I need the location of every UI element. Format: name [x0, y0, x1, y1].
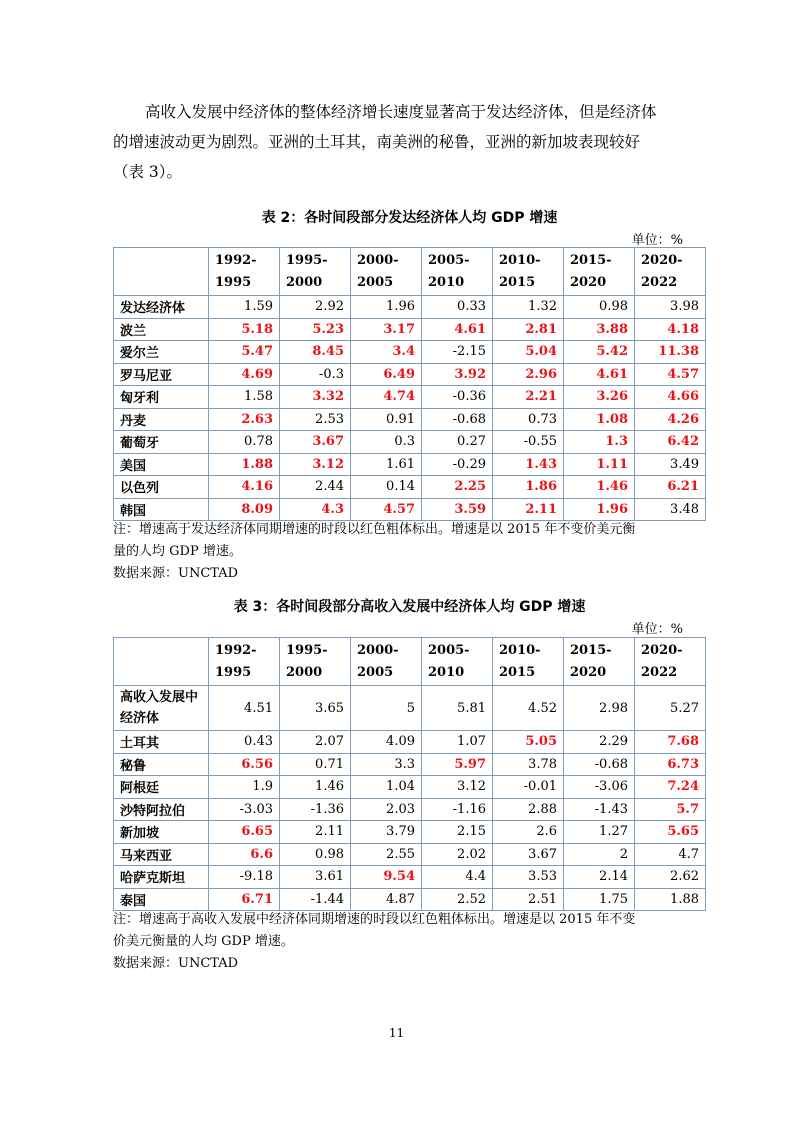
value-cell: 2.52	[422, 888, 493, 911]
table-row	[114, 866, 706, 889]
value-cell: 0.98	[564, 296, 635, 319]
value-cell: 3.49	[635, 453, 706, 476]
country-cell: 波兰	[114, 318, 209, 341]
value-cell: 1.58	[209, 386, 280, 409]
value-cell: -1.44	[280, 888, 351, 911]
value-cell-highlighted: 5.7	[635, 798, 706, 821]
country-cell: 以色列	[114, 476, 209, 499]
value-cell: -0.68	[422, 408, 493, 431]
value-cell: 4.7	[635, 843, 706, 866]
value-cell: -0.3	[280, 363, 351, 386]
value-cell-highlighted: 7.24	[635, 776, 706, 799]
value-cell: 3.61	[280, 866, 351, 889]
period-header	[493, 248, 564, 296]
value-cell-highlighted: 4.61	[564, 363, 635, 386]
value-cell: 2.92	[280, 296, 351, 319]
value-cell-highlighted: 11.38	[635, 341, 706, 364]
value-cell-highlighted: 3.59	[422, 498, 493, 521]
value-cell: 0.91	[351, 408, 422, 431]
value-cell: 2	[564, 843, 635, 866]
period-label: 1995-	[286, 642, 328, 658]
value-cell-highlighted: 5.47	[209, 341, 280, 364]
value-cell-highlighted: 1.96	[564, 498, 635, 521]
value-cell: 5	[351, 686, 422, 731]
period-header	[351, 248, 422, 296]
header-corner-cell	[114, 248, 209, 296]
value-cell: 2.55	[351, 843, 422, 866]
value-cell: 4.09	[351, 731, 422, 754]
value-cell: -0.55	[493, 431, 564, 454]
table-row	[114, 498, 706, 521]
value-cell-highlighted: 6.6	[209, 843, 280, 866]
value-cell: 0.98	[280, 843, 351, 866]
value-cell: 2.6	[493, 821, 564, 844]
period-header	[209, 248, 280, 296]
source-line: 数据来源：UNCTAD	[113, 956, 239, 971]
value-cell: 1.27	[564, 821, 635, 844]
value-cell: -0.36	[422, 386, 493, 409]
table-row	[114, 686, 706, 731]
table-row	[114, 776, 706, 799]
page-number: 11	[388, 1026, 405, 1040]
value-cell: 4.87	[351, 888, 422, 911]
intro-paragraph	[113, 97, 688, 187]
value-cell: 1.96	[351, 296, 422, 319]
period-label: 2000	[286, 274, 323, 290]
value-cell: 0.14	[351, 476, 422, 499]
value-cell-highlighted: 5.42	[564, 341, 635, 364]
value-cell-highlighted: 1.11	[564, 453, 635, 476]
source-line: 数据来源：UNCTAD	[113, 566, 239, 581]
table-row	[114, 296, 706, 319]
value-cell: 3.53	[493, 866, 564, 889]
value-cell: 5.27	[635, 686, 706, 731]
value-cell: 0.33	[422, 296, 493, 319]
country-cell: 新加坡	[114, 821, 209, 844]
period-label: 2010	[428, 664, 465, 680]
value-cell-highlighted: 4.57	[635, 363, 706, 386]
value-cell-highlighted: 3.26	[564, 386, 635, 409]
value-cell-highlighted: 8.45	[280, 341, 351, 364]
value-cell-highlighted: 6.71	[209, 888, 280, 911]
period-header	[493, 638, 564, 686]
table-row	[114, 431, 706, 454]
value-cell: 1.9	[209, 776, 280, 799]
period-header	[280, 248, 351, 296]
value-cell-highlighted: 3.92	[422, 363, 493, 386]
value-cell-highlighted: 2.11	[493, 498, 564, 521]
value-cell-highlighted: 4.74	[351, 386, 422, 409]
country-cell: 哈萨克斯坦	[114, 866, 209, 889]
table2-caption: 表 2：各时间段部分发达经济体人均 GDP 增速	[261, 210, 558, 226]
value-cell: 5.81	[422, 686, 493, 731]
value-cell: 2.98	[564, 686, 635, 731]
period-label: 2015-	[570, 642, 612, 658]
value-cell-highlighted: 3.4	[351, 341, 422, 364]
value-cell: 2.15	[422, 821, 493, 844]
period-header	[635, 638, 706, 686]
value-cell: 2.07	[280, 731, 351, 754]
value-cell: -1.36	[280, 798, 351, 821]
value-cell: 1.32	[493, 296, 564, 319]
value-cell: 3.79	[351, 821, 422, 844]
country-cell: 发达经济体	[114, 296, 209, 319]
table-row	[114, 476, 706, 499]
value-cell-highlighted: 5.05	[493, 731, 564, 754]
value-cell-highlighted: 2.21	[493, 386, 564, 409]
value-cell-highlighted: 8.09	[209, 498, 280, 521]
value-cell: 1.88	[635, 888, 706, 911]
value-cell-highlighted: 1.3	[564, 431, 635, 454]
period-label: 2022	[641, 274, 678, 290]
value-cell: 3.67	[493, 843, 564, 866]
period-header	[351, 638, 422, 686]
table-row	[114, 731, 706, 754]
value-cell-highlighted: 1.46	[564, 476, 635, 499]
period-label: 2000-	[357, 252, 399, 268]
value-cell-highlighted: 2.96	[493, 363, 564, 386]
value-cell-highlighted: 2.25	[422, 476, 493, 499]
value-cell: 2.53	[280, 408, 351, 431]
value-cell: 3.65	[280, 686, 351, 731]
value-cell: 1.04	[351, 776, 422, 799]
note-line: 价美元衡量的人均 GDP 增速。	[113, 934, 294, 949]
period-label: 2015	[499, 274, 536, 290]
value-cell: 0.78	[209, 431, 280, 454]
value-cell-highlighted: 5.65	[635, 821, 706, 844]
value-cell-highlighted: 9.54	[351, 866, 422, 889]
period-label: 2015-	[570, 252, 612, 268]
period-label: 2000	[286, 664, 323, 680]
note-line: 注：增速高于高收入发展中经济体同期增速的时段以红色粗体标出。增速是以 2015 年不变	[113, 912, 636, 927]
paragraph-line: 高收入发展中经济体的整体经济增长速度显著高于发达经济体，但是经济体	[145, 103, 657, 121]
value-cell: 1.61	[351, 453, 422, 476]
value-cell-highlighted: 6.49	[351, 363, 422, 386]
period-label: 1992-	[215, 252, 257, 268]
value-cell: -2.15	[422, 341, 493, 364]
table-row	[114, 386, 706, 409]
table3-caption: 表 3：各时间段部分高收入发展中经济体人均 GDP 增速	[233, 599, 586, 615]
value-cell-highlighted: 5.18	[209, 318, 280, 341]
value-cell: 2.02	[422, 843, 493, 866]
value-cell-highlighted: 3.32	[280, 386, 351, 409]
value-cell: -0.29	[422, 453, 493, 476]
table-row	[114, 453, 706, 476]
value-cell-highlighted: 5.97	[422, 753, 493, 776]
paragraph-line: （表 3）。	[113, 163, 183, 181]
value-cell-highlighted: 5.04	[493, 341, 564, 364]
value-cell: -3.03	[209, 798, 280, 821]
country-cell: 阿根廷	[114, 776, 209, 799]
period-label: 2000-	[357, 642, 399, 658]
value-cell: 1.46	[280, 776, 351, 799]
country-cell: 韩国	[114, 498, 209, 521]
country-cell: 罗马尼亚	[114, 363, 209, 386]
period-header	[422, 638, 493, 686]
value-cell: 2.44	[280, 476, 351, 499]
value-cell: -0.01	[493, 776, 564, 799]
period-label: 2020-	[641, 642, 683, 658]
period-label: 2005-	[428, 642, 470, 658]
country-cell: 泰国	[114, 888, 209, 911]
value-cell: 3.78	[493, 753, 564, 776]
period-label: 1995-	[286, 252, 328, 268]
value-cell: 4.52	[493, 686, 564, 731]
value-cell: 0.43	[209, 731, 280, 754]
period-header	[209, 638, 280, 686]
country-cell: 爱尔兰	[114, 341, 209, 364]
value-cell-highlighted: 6.73	[635, 753, 706, 776]
table-row	[114, 888, 706, 911]
table-header-row	[114, 638, 706, 686]
value-cell-highlighted: 4.26	[635, 408, 706, 431]
value-cell: 3.48	[635, 498, 706, 521]
value-cell: 2.29	[564, 731, 635, 754]
paragraph-line: 的增速波动更为剧烈。亚洲的土耳其，南美洲的秘鲁，亚洲的新加坡表现较好	[113, 133, 641, 151]
value-cell-highlighted: 2.81	[493, 318, 564, 341]
value-cell: 2.62	[635, 866, 706, 889]
period-label: 1992-	[215, 642, 257, 658]
period-label: 2010-	[499, 252, 541, 268]
value-cell: 3.12	[422, 776, 493, 799]
value-cell: 0.27	[422, 431, 493, 454]
value-cell-highlighted: 1.43	[493, 453, 564, 476]
value-cell-highlighted: 5.23	[280, 318, 351, 341]
value-cell-highlighted: 1.86	[493, 476, 564, 499]
value-cell: 2.03	[351, 798, 422, 821]
table-row	[114, 798, 706, 821]
note-line: 量的人均 GDP 增速。	[113, 544, 242, 559]
value-cell: 2.11	[280, 821, 351, 844]
table2-developed-economies	[113, 247, 706, 521]
value-cell-highlighted: 6.56	[209, 753, 280, 776]
note-line: 注：增速高于发达经济体同期增速的时段以红色粗体标出。增速是以 2015 年不变价美元衡	[113, 522, 636, 537]
period-label: 2022	[641, 664, 678, 680]
country-cell: 丹麦	[114, 408, 209, 431]
table-header-row	[114, 248, 706, 296]
value-cell-highlighted: 3.17	[351, 318, 422, 341]
value-cell: 4.51	[209, 686, 280, 731]
value-cell: 2.88	[493, 798, 564, 821]
country-cell: 土耳其	[114, 731, 209, 754]
period-label: 2005	[357, 274, 394, 290]
value-cell-highlighted: 2.63	[209, 408, 280, 431]
period-header	[422, 248, 493, 296]
country-cell: 秘鲁	[114, 753, 209, 776]
table-row	[114, 363, 706, 386]
period-label: 1995	[215, 274, 252, 290]
period-label: 2005-	[428, 252, 470, 268]
value-cell-highlighted: 3.67	[280, 431, 351, 454]
table-row	[114, 318, 706, 341]
value-cell: 0.73	[493, 408, 564, 431]
value-cell: 1.07	[422, 731, 493, 754]
period-header	[564, 638, 635, 686]
value-cell-highlighted: 6.21	[635, 476, 706, 499]
value-cell: 2.51	[493, 888, 564, 911]
table3-note	[113, 909, 688, 975]
value-cell-highlighted: 4.3	[280, 498, 351, 521]
table2-note	[113, 519, 688, 585]
value-cell-highlighted: 1.08	[564, 408, 635, 431]
value-cell: 0.3	[351, 431, 422, 454]
value-cell: 3.98	[635, 296, 706, 319]
country-cell: 马来西亚	[114, 843, 209, 866]
table-row	[114, 753, 706, 776]
value-cell: 1.75	[564, 888, 635, 911]
country-cell: 高收入发展中经济体	[114, 686, 209, 731]
value-cell: 1.59	[209, 296, 280, 319]
value-cell-highlighted: 3.12	[280, 453, 351, 476]
value-cell-highlighted: 4.16	[209, 476, 280, 499]
value-cell: -1.16	[422, 798, 493, 821]
value-cell-highlighted: 6.65	[209, 821, 280, 844]
country-cell: 匈牙利	[114, 386, 209, 409]
value-cell-highlighted: 4.18	[635, 318, 706, 341]
table3-high-income-developing-economies	[113, 637, 706, 911]
period-label: 1995	[215, 664, 252, 680]
value-cell-highlighted: 4.66	[635, 386, 706, 409]
value-cell: 0.71	[280, 753, 351, 776]
table-row	[114, 821, 706, 844]
period-label: 2020	[570, 664, 607, 680]
header-corner-cell	[114, 638, 209, 686]
period-label: 2020-	[641, 252, 683, 268]
value-cell-highlighted: 4.61	[422, 318, 493, 341]
table2-unit: 单位：%	[631, 233, 683, 248]
value-cell-highlighted: 7.68	[635, 731, 706, 754]
table3-unit: 单位：%	[631, 622, 683, 637]
value-cell: -0.68	[564, 753, 635, 776]
table-row	[114, 843, 706, 866]
period-label: 2020	[570, 274, 607, 290]
period-label: 2005	[357, 664, 394, 680]
table-row	[114, 408, 706, 431]
period-label: 2010-	[499, 642, 541, 658]
value-cell-highlighted: 1.88	[209, 453, 280, 476]
period-header	[280, 638, 351, 686]
period-header	[635, 248, 706, 296]
value-cell: -1.43	[564, 798, 635, 821]
country-cell: 葡萄牙	[114, 431, 209, 454]
period-label: 2015	[499, 664, 536, 680]
value-cell: 2.14	[564, 866, 635, 889]
value-cell-highlighted: 3.88	[564, 318, 635, 341]
country-cell: 沙特阿拉伯	[114, 798, 209, 821]
value-cell: 3.3	[351, 753, 422, 776]
value-cell-highlighted: 4.69	[209, 363, 280, 386]
country-cell: 美国	[114, 453, 209, 476]
value-cell: 4.4	[422, 866, 493, 889]
period-header	[564, 248, 635, 296]
value-cell-highlighted: 4.57	[351, 498, 422, 521]
period-label: 2010	[428, 274, 465, 290]
value-cell-highlighted: 6.42	[635, 431, 706, 454]
table-row	[114, 341, 706, 364]
value-cell: -9.18	[209, 866, 280, 889]
value-cell: -3.06	[564, 776, 635, 799]
